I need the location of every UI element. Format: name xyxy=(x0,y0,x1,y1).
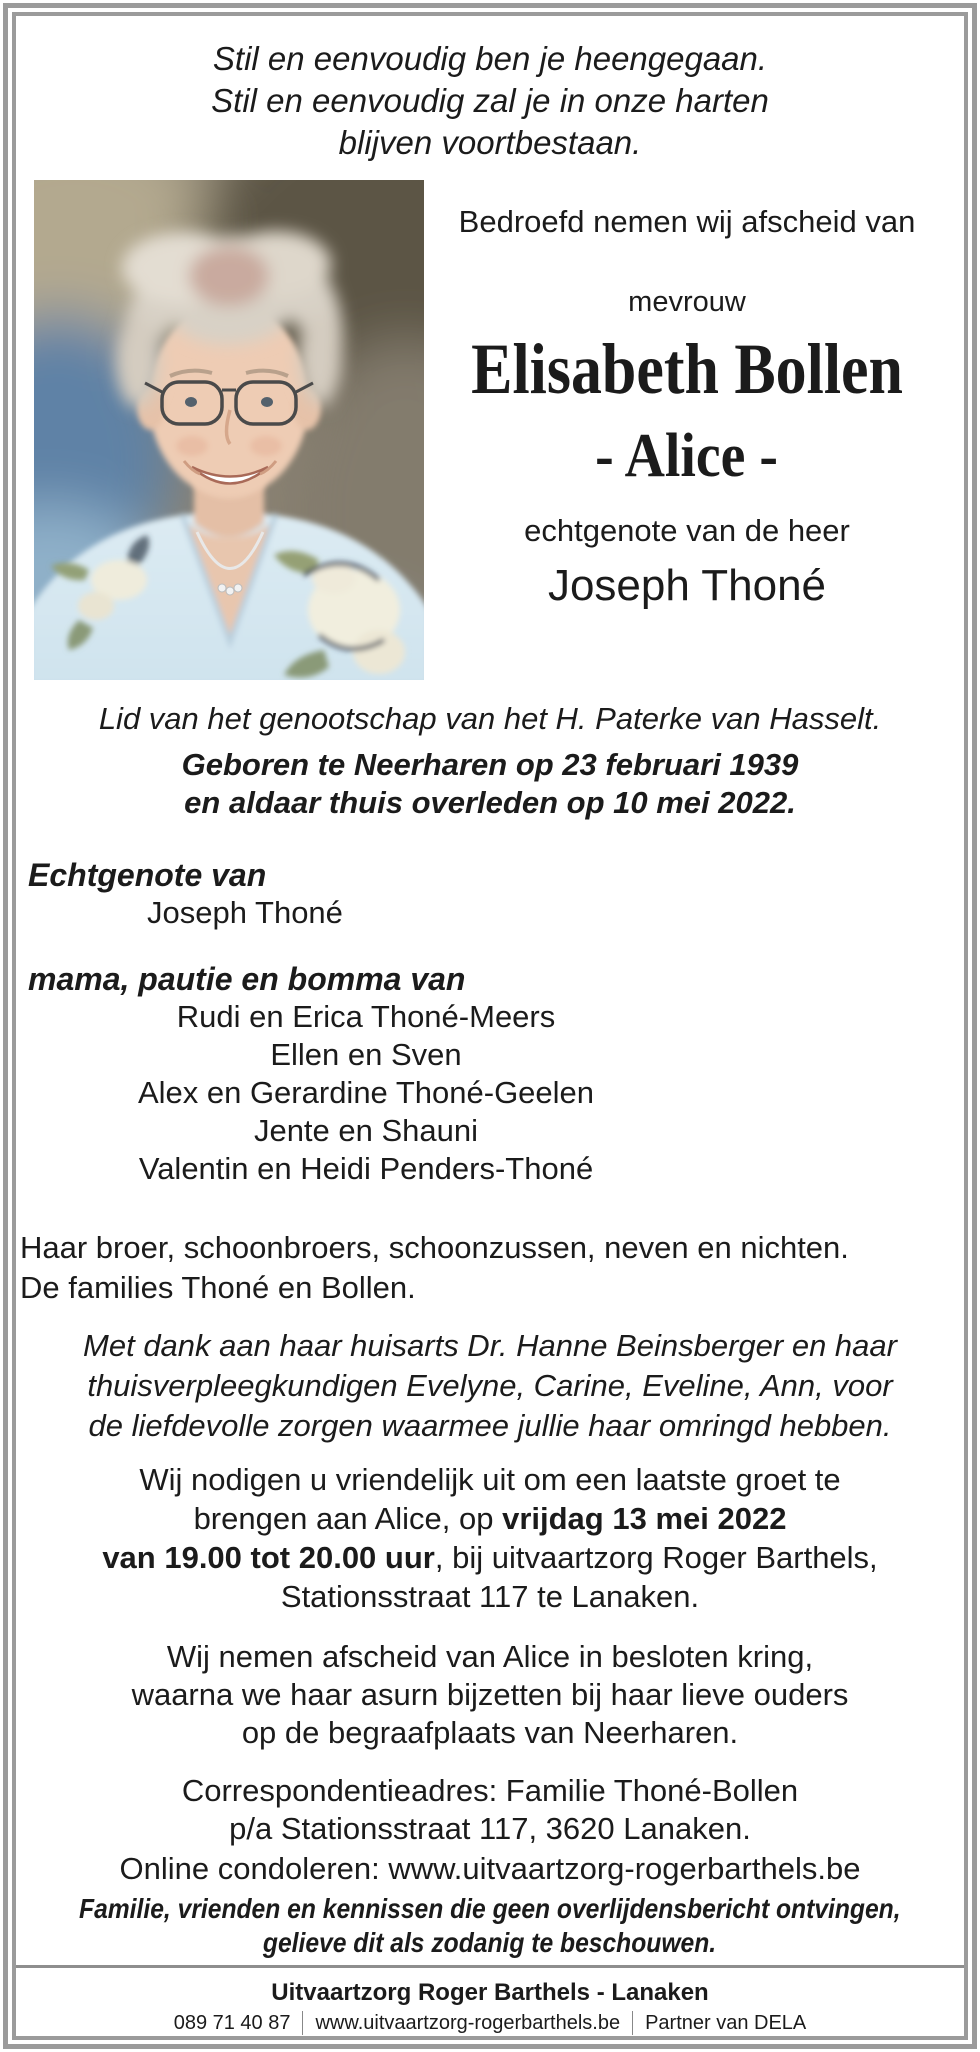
correspondence-line: Correspondentieadres: Familie Thoné-Bollen xyxy=(181,1773,799,1808)
poem-line: blijven voortbestaan. xyxy=(338,124,642,161)
spouse-name: Joseph Thoné xyxy=(547,561,827,610)
notice-text: gelieve dit als zodanig te beschouwen. xyxy=(263,1927,717,1958)
deceased-name-text: Elisabeth Bollen xyxy=(471,329,903,409)
visitation-line xyxy=(16,1538,964,1577)
children-list xyxy=(16,998,716,1188)
visitation-text: brengen aan Alice, op xyxy=(193,1501,503,1536)
spouse-entry: Joseph Thoné xyxy=(147,895,343,930)
relatives-line: De families Thoné en Bollen. xyxy=(20,1270,416,1305)
life-dates xyxy=(16,746,964,822)
farewell-line: op de begraafplaats van Neerharen. xyxy=(241,1715,739,1750)
visitation-date: vrijdag 13 mei 2022 xyxy=(502,1501,787,1536)
thanks-paragraph xyxy=(16,1326,964,1446)
separator xyxy=(632,2011,633,2035)
visitation-time: van 19.00 tot 20.00 uur xyxy=(102,1540,435,1575)
notice-line xyxy=(16,1892,964,1926)
children-label: mama, pautie en bomma van xyxy=(28,961,466,997)
announcement-intro: Bedroefd nemen wij afscheid van xyxy=(458,204,916,239)
poem-line: Stil en eenvoudig ben je heengegaan. xyxy=(212,40,768,77)
correspondence-block xyxy=(16,1772,964,1848)
portrait-photo xyxy=(34,180,424,680)
salutation: mevrouw xyxy=(628,286,746,318)
correspondence-line: p/a Stationsstraat 117, 3620 Lanaken. xyxy=(229,1811,751,1846)
visitation-text: , bij uitvaartzorg Roger Barthels, xyxy=(434,1540,878,1575)
thanks-line: de liefdevolle zorgen waarmee jullie haar omringd hebben. xyxy=(88,1408,892,1443)
spouse-intro: echtgenote van de heer xyxy=(524,513,850,548)
relatives-block xyxy=(20,1228,964,1308)
phone-number: 089 71 40 87 xyxy=(173,2012,291,2034)
farewell-line: waarna we haar asurn bijzetten bij haar lieve ouders xyxy=(131,1677,849,1712)
notice-text: Familie, vrienden en kennissen die geen overlijdensbericht ontvingen, xyxy=(79,1893,901,1924)
death-line: en aldaar thuis overleden op 10 mei 2022. xyxy=(184,785,796,820)
announcement-section xyxy=(34,180,950,680)
notice-paragraph xyxy=(16,1892,964,1960)
list-item: Ellen en Sven xyxy=(270,1037,462,1072)
list-item: Valentin en Heidi Penders-Thoné xyxy=(138,1151,594,1186)
visitation-paragraph xyxy=(16,1460,964,1616)
birth-line: Geboren te Neerharen op 23 februari 1939 xyxy=(181,747,799,782)
visitation-line: Stationsstraat 117 te Lanaken. xyxy=(280,1579,700,1614)
deceased-nickname xyxy=(585,421,788,491)
relatives-line: Haar broer, schoonbroers, schoonzussen, neven en nichten. xyxy=(20,1230,849,1265)
separator xyxy=(302,2011,303,2035)
list-item: Rudi en Erica Thoné-Meers xyxy=(176,999,556,1034)
website-url: www.uitvaartzorg-rogerbarthels.be xyxy=(315,2012,621,2034)
deceased-name xyxy=(436,329,938,409)
membership-line: Lid van het genootschap van het H. Paterke van Hasselt. xyxy=(98,701,882,736)
visitation-line xyxy=(16,1499,964,1538)
obituary-content xyxy=(16,16,964,2036)
list-item: Jente en Shauni xyxy=(253,1113,479,1148)
deceased-nickname-text: - Alice - xyxy=(595,422,779,490)
spouse-label: Echtgenote van xyxy=(28,857,267,893)
footer-divider xyxy=(16,1965,964,1968)
announcement-text xyxy=(424,180,950,680)
online-condolence-line: Online condoleren: www.uitvaartzorg-rogerbarthels.be xyxy=(119,1851,861,1886)
farewell-paragraph xyxy=(16,1638,964,1752)
visitation-line: Wij nodigen u vriendelijk uit om een laatste groet te xyxy=(139,1462,841,1497)
partner-label: Partner van DELA xyxy=(645,2012,807,2034)
poem-line: Stil en eenvoudig zal je in onze harten xyxy=(211,82,769,119)
notice-line xyxy=(16,1926,964,1960)
memorial-poem xyxy=(16,38,964,164)
thanks-line: Met dank aan haar huisarts Dr. Hanne Beinsberger en haar xyxy=(83,1328,897,1363)
list-item: Alex en Gerardine Thoné-Geelen xyxy=(137,1075,595,1110)
farewell-line: Wij nemen afscheid van Alice in besloten kring, xyxy=(166,1639,814,1674)
thanks-line: thuisverpleegkundigen Evelyne, Carine, Eveline, Ann, voor xyxy=(87,1368,893,1403)
funeral-home-contact xyxy=(16,2010,964,2036)
funeral-home-name: Uitvaartzorg Roger Barthels - Lanaken xyxy=(271,1979,709,2006)
